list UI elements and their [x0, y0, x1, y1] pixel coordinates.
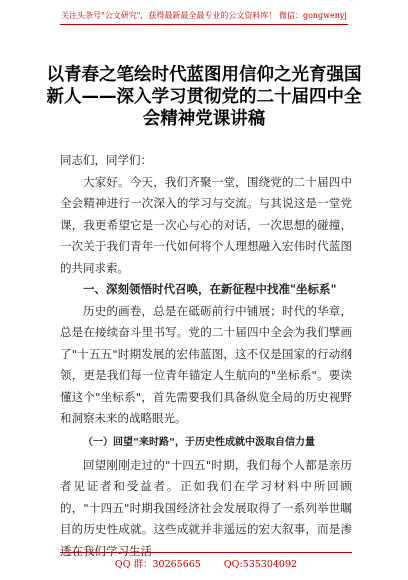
document-title: 以青春之笔绘时代蓝图用信仰之光育强国新人——深入学习贯彻党的二十届四中全会精神党课讲稿	[46, 65, 362, 129]
page-footer	[60, 552, 352, 570]
intro-paragraph: 大家好。今天，我们齐聚一堂，围绕党的二十届四中全会精神进行一次深入的学习与交流。与其说这是一堂党课，我更希望它是一次心与心的对话，一次思想的碰撞，一次关于我们青年一代如何将个人理想融入宏伟时代蓝图的共同求索。	[60, 174, 352, 275]
subsection-paragraph: 回望刚刚走过的"十四五"时期，我们每个人都是亲历者见证者和受益者。正如我们在学习材料中所回顾的，"十四五"时期我国经济社会发展取得了一系列举世瞩目的历史性成就。这些成就并非遥远的宏大叙事，而是渗透在我们学习生活	[60, 457, 352, 558]
footer-qq-group: QQ 群：30265665	[114, 559, 201, 570]
section-heading: 一、深刻领悟时代召唤，在新征程中找准"坐标系"	[83, 282, 337, 296]
footer-qq: QQ:535304092	[223, 559, 298, 570]
section-paragraph: 历史的画卷，总是在砥砺前行中铺展；时代的华章，总是在接续奋斗里书写。党的二十届四中全会为我们擘画了"十五五"时期发展的宏伟蓝图，这不仅是国家的行动纲领，更是我们每一位青年锚定人生航向的"坐标系"。要读懂这个"坐标系"，首先需要我们具备纵览全局的历史视野和洞察未来的战略眼光。	[60, 303, 352, 425]
page-header: 关注头条号"公文研究"，获得最新最全最专业的公文资料库！ 微信：gongwenyj	[60, 10, 348, 25]
document-body	[60, 150, 352, 562]
subsection-heading: （一）回望"来时路"，于历史性成就中汲取自信力量	[83, 436, 316, 448]
greeting: 同志们，同学们：	[60, 153, 152, 167]
